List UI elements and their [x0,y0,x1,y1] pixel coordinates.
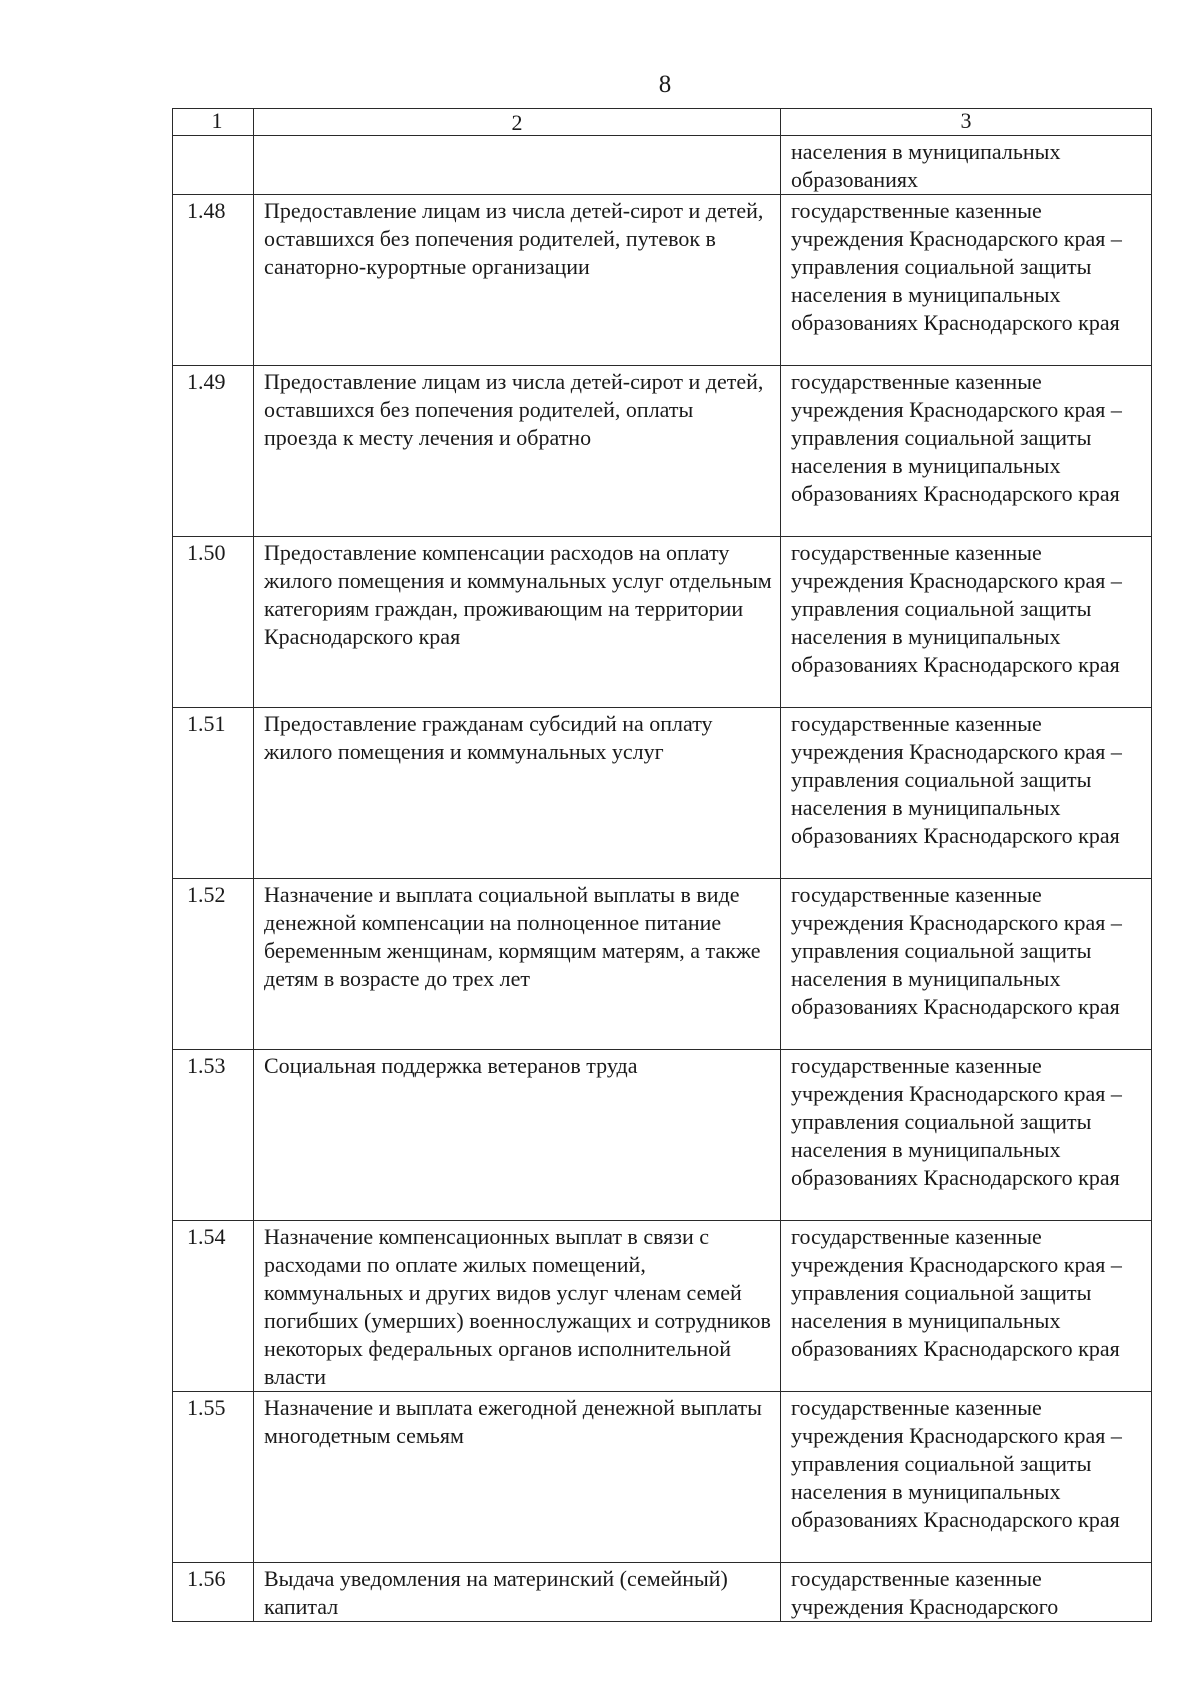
column-header-2: 2 [254,109,781,136]
service-name: Выдача уведомления на материнский (семейный) капитал [254,1563,781,1622]
row-number: 1.56 [173,1563,254,1622]
table-row [173,1221,1152,1392]
responsible-authority: государственные казенные учреждения Краснодарского края – управления социальной защиты населения в муниципальных образованиях Краснодарского края [781,195,1152,366]
table-header-row [173,109,1152,136]
column-header-1: 1 [173,109,254,136]
row-number: 1.50 [173,537,254,708]
responsible-authority: государственные казенные учреждения Краснодарского края – управления социальной защиты населения в муниципальных образованиях Краснодарского края [781,1392,1152,1563]
service-name: Предоставление лицам из числа детей-сирот и детей, оставшихся без попечения родителей, оплаты проезда к месту лечения и обратно [254,366,781,537]
service-name: Назначение и выплата ежегодной денежной выплаты многодетным семьям [254,1392,781,1563]
table-row [173,1563,1152,1622]
table-row [173,879,1152,1050]
table-row [173,1392,1152,1563]
row-number: 1.52 [173,879,254,1050]
service-name [254,136,781,195]
table-row [173,195,1152,366]
table-row [173,366,1152,537]
row-number: 1.55 [173,1392,254,1563]
row-number: 1.53 [173,1050,254,1221]
row-number [173,136,254,195]
row-number: 1.54 [173,1221,254,1392]
responsible-authority: государственные казенные учреждения Краснодарского [781,1563,1152,1622]
table-row [173,1050,1152,1221]
responsible-authority: государственные казенные учреждения Краснодарского края – управления социальной защиты населения в муниципальных образованиях Краснодарского края [781,537,1152,708]
row-number: 1.49 [173,366,254,537]
row-number: 1.51 [173,708,254,879]
column-header-3: 3 [781,109,1152,136]
responsible-authority: государственные казенные учреждения Краснодарского края – управления социальной защиты населения в муниципальных образованиях Краснодарского края [781,366,1152,537]
service-name: Предоставление компенсации расходов на оплату жилого помещения и коммунальных услуг отдельным категориям граждан, проживающим на территории Краснодарского края [254,537,781,708]
table-row-continuation [173,136,1152,195]
table-row [173,537,1152,708]
service-name: Социальная поддержка ветеранов труда [254,1050,781,1221]
services-table [172,108,1152,1622]
responsible-authority: государственные казенные учреждения Краснодарского края – управления социальной защиты населения в муниципальных образованиях Краснодарского края [781,1050,1152,1221]
service-name: Предоставление лицам из числа детей-сирот и детей, оставшихся без попечения родителей, путевок в санаторно-курортные организации [254,195,781,366]
responsible-authority: государственные казенные учреждения Краснодарского края – управления социальной защиты населения в муниципальных образованиях Краснодарского края [781,708,1152,879]
responsible-authority: государственные казенные учреждения Краснодарского края – управления социальной защиты населения в муниципальных образованиях Краснодарского края [781,1221,1152,1392]
service-name: Предоставление гражданам субсидий на оплату жилого помещения и коммунальных услуг [254,708,781,879]
row-number: 1.48 [173,195,254,366]
responsible-authority: государственные казенные учреждения Краснодарского края – управления социальной защиты населения в муниципальных образованиях Краснодарского края [781,879,1152,1050]
page-number: 8 [658,71,672,98]
service-name: Назначение компенсационных выплат в связи с расходами по оплате жилых помещений, коммунальных и других видов услуг членам семей погибших (умерших) военнослужащих и сотрудников некоторых федеральных органов исполнительной власти [254,1221,781,1392]
table-row [173,708,1152,879]
service-name: Назначение и выплата социальной выплаты в виде денежной компенсации на полноценное питание беременным женщинам, кормящим матерям, а также детям в возрасте до трех лет [254,879,781,1050]
responsible-authority: населения в муниципальных образованиях [781,136,1152,195]
